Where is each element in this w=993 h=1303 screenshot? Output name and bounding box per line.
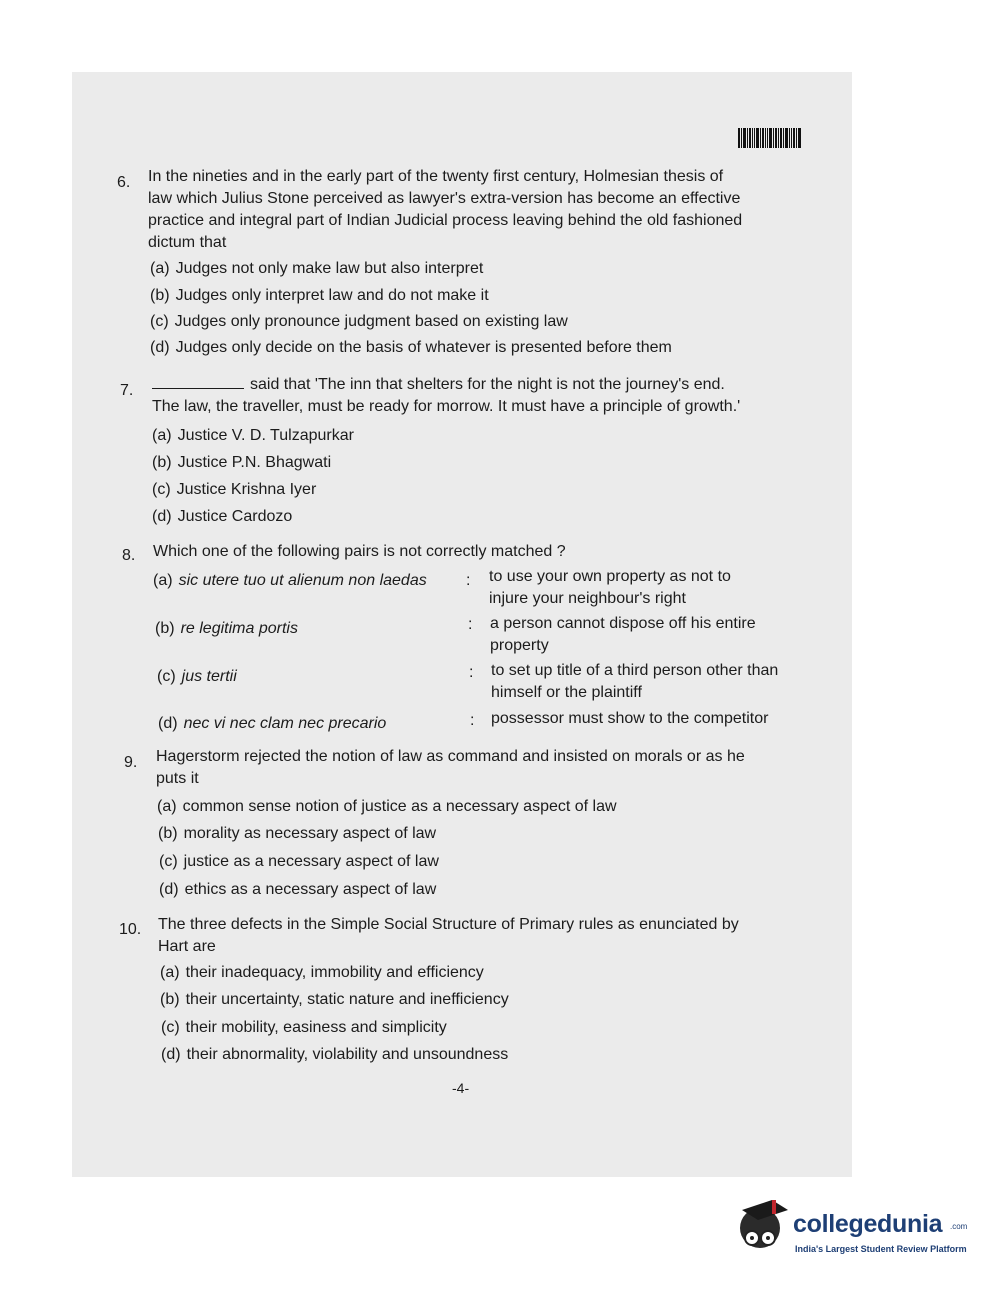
meaning-line: himself or the plaintiff: [491, 684, 642, 701]
answer-option: [159, 853, 439, 871]
question-text: [156, 746, 745, 790]
meaning-line: to set up title of a third person other than: [491, 662, 779, 679]
question-line-text: said that 'The inn that shelters for the night is not the journey's end.: [250, 376, 725, 393]
option-label: (c): [150, 313, 169, 330]
question-line: Hart are: [158, 938, 216, 955]
pair-meaning: [489, 566, 731, 610]
option-label: (a): [160, 964, 180, 981]
option-label: (b): [158, 825, 178, 842]
option-text: Justice Krishna Iyer: [176, 481, 317, 498]
answer-option: [150, 339, 672, 357]
option-label: (a): [150, 260, 170, 277]
option-label: (c): [159, 853, 178, 870]
option-label: (b): [150, 287, 170, 304]
pair-colon: :: [470, 712, 475, 729]
logo-domain: .com: [950, 1222, 968, 1231]
answer-option: [152, 481, 316, 499]
option-label: (d): [161, 1046, 181, 1063]
pair-colon: :: [466, 572, 471, 589]
option-text: Justice V. D. Tulzapurkar: [177, 427, 354, 444]
meaning-line: property: [490, 637, 549, 654]
question-line: In the nineties and in the early part of the twenty first century, Holmesian thesis of: [148, 168, 724, 185]
option-text: their mobility, easiness and simplicity: [185, 1019, 447, 1036]
logo-wordmark: collegedunia: [793, 1210, 943, 1238]
option-text: ethics as a necessary aspect of law: [184, 881, 437, 898]
question-line: law which Julius Stone perceived as lawyer's extra-version has become an effective: [148, 190, 741, 207]
option-label: (a): [153, 572, 173, 589]
answer-option: [160, 964, 484, 982]
question-line: [152, 374, 740, 396]
meaning-line: possessor must show to the competitor: [491, 710, 769, 727]
option-label: (a): [152, 427, 172, 444]
question-number: 10.: [119, 921, 142, 938]
page-number: -4-: [452, 1080, 470, 1096]
answer-option: [150, 260, 483, 278]
answer-option: [150, 313, 568, 331]
latin-term: re legitima portis: [180, 620, 298, 637]
option-label: (d): [159, 881, 179, 898]
option-label: (d): [150, 339, 170, 356]
option-label: (c): [157, 668, 176, 685]
option-label: (d): [158, 715, 178, 732]
answer-option: [152, 427, 354, 445]
answer-option: [152, 508, 292, 526]
option-label: (b): [160, 991, 180, 1008]
question-line: Hagerstorm rejected the notion of law as command and insisted on morals or as he: [156, 748, 745, 765]
option-label: (a): [157, 798, 177, 815]
option-text: Judges not only make law but also interpret: [175, 260, 484, 277]
option-text: their inadequacy, immobility and efficiency: [185, 964, 484, 981]
answer-option: [158, 825, 436, 843]
pair-meaning: [491, 708, 768, 730]
pair-meaning: [491, 660, 778, 704]
pair-colon: :: [469, 664, 474, 681]
answer-option: [159, 881, 436, 899]
question-text: [158, 914, 739, 958]
option-text: their abnormality, violability and unsoundness: [186, 1046, 509, 1063]
option-text: Justice Cardozo: [177, 508, 293, 525]
question-line: Which one of the following pairs is not correctly matched ?: [153, 543, 566, 560]
answer-option: [160, 991, 509, 1009]
question-line: The three defects in the Simple Social Structure of Primary rules as enunciated by: [158, 916, 739, 933]
pair-colon: :: [468, 616, 473, 633]
pair-term: [155, 620, 298, 638]
option-text: Judges only decide on the basis of whatever is presented before them: [175, 339, 672, 356]
meaning-line: to use your own property as not to: [489, 568, 731, 585]
question-line: puts it: [156, 770, 199, 787]
answer-blank: [152, 374, 244, 389]
option-label: (c): [161, 1019, 180, 1036]
latin-term: sic utere tuo ut alienum non laedas: [178, 572, 427, 589]
question-line: practice and integral part of Indian Judicial process leaving behind the old fashioned: [148, 212, 743, 229]
option-text: Judges only interpret law and do not make it: [175, 287, 489, 304]
question-line: The law, the traveller, must be ready for morrow. It must have a principle of growth.': [152, 398, 741, 415]
question-text: [148, 166, 742, 254]
question-number: 6.: [117, 174, 131, 191]
option-label: (b): [155, 620, 175, 637]
answer-option: [161, 1019, 447, 1037]
question-text: [153, 541, 566, 563]
logo-tagline: India's Largest Student Review Platform: [795, 1244, 967, 1254]
option-text: their uncertainty, static nature and inefficiency: [185, 991, 509, 1008]
option-label: (b): [152, 454, 172, 471]
meaning-line: injure your neighbour's right: [489, 590, 686, 607]
pair-meaning: [490, 613, 756, 657]
pair-term: [157, 668, 237, 686]
answer-option: [152, 454, 331, 472]
pair-term: [158, 715, 386, 733]
answer-option: [150, 287, 489, 305]
option-text: Justice P.N. Bhagwati: [177, 454, 332, 471]
answer-option: [161, 1046, 508, 1064]
question-number: 8.: [122, 547, 136, 564]
latin-term: jus tertii: [181, 668, 237, 685]
option-label: (d): [152, 508, 172, 525]
pair-term: [153, 572, 427, 590]
option-text: justice as a necessary aspect of law: [183, 853, 439, 870]
option-text: morality as necessary aspect of law: [183, 825, 437, 842]
question-text: [152, 374, 740, 418]
question-number: 9.: [124, 754, 138, 771]
question-line: dictum that: [148, 234, 227, 251]
option-text: common sense notion of justice as a necessary aspect of law: [182, 798, 617, 815]
barcode: [738, 128, 802, 148]
option-text: Judges only pronounce judgment based on existing law: [174, 313, 568, 330]
latin-term: nec vi nec clam nec precario: [183, 715, 387, 732]
answer-option: [157, 798, 617, 816]
option-label: (c): [152, 481, 171, 498]
question-number: 7.: [120, 382, 134, 399]
meaning-line: a person cannot dispose off his entire: [490, 615, 756, 632]
